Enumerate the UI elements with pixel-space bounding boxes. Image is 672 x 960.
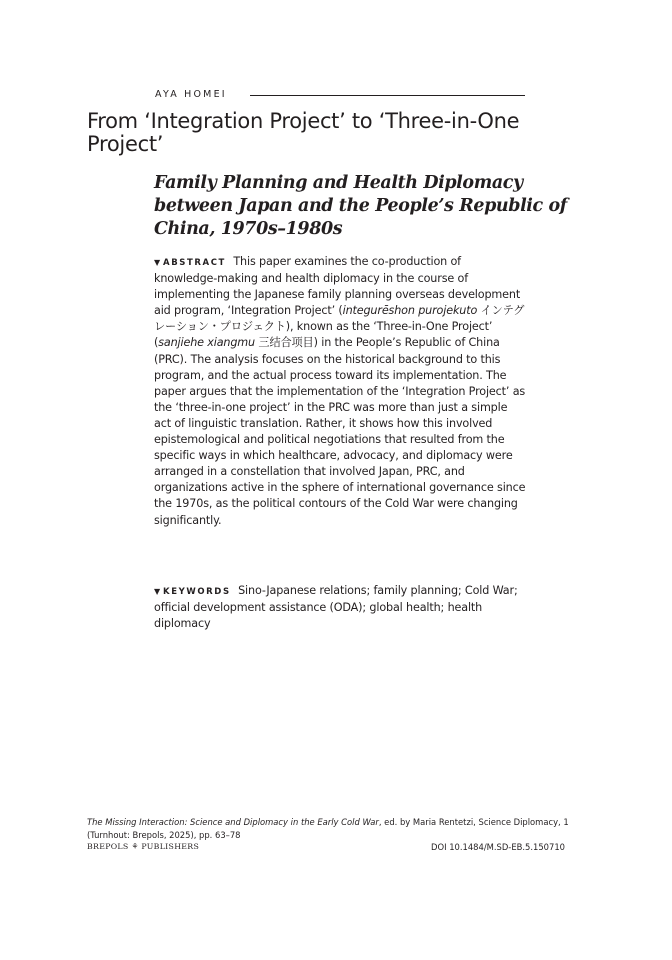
abstract-block: [154, 254, 526, 529]
citation-footer: [87, 816, 587, 841]
article-title: From ‘Integration Project’ to ‘Three-in-One Project’: [87, 109, 520, 156]
book-title: The Missing Interaction: Science and Diplomacy in the Early Cold War: [87, 817, 379, 827]
doi: DOI 10.1484/M.SD-EB.5.150710: [431, 842, 565, 852]
author-rule: [250, 95, 525, 96]
abstract-text-3: ) in the People’s Republic of China (PRC). The analysis focuses on the historical background to this program, and the actual process toward its implementation. The paper argues that the implementation of the ‘Integration Project’ as the ‘three-in-one project’ in the PRC was more than just a simple act of linguistic translation. Rather, it shows how this involved epistemological and political negotiations that resulted from the specific ways in which healthcare, advocacy, and diplomacy were arranged in a constellation that involved Japan, PRC, and organizations active in the sphere of international governance since the 1970s, as the political contours of the Cold War were changing significantly.: [154, 336, 526, 527]
abstract-japanese: インテグレーション・プロジェクト: [154, 304, 525, 334]
abstract-italic-2: sanjiehe xiangmu: [158, 336, 255, 350]
running-author: AYA HOMEI: [155, 89, 227, 100]
abstract-text-2: ), known as the ‘Three-in-One Project’ (: [154, 320, 493, 350]
keywords-block: [154, 583, 526, 632]
publisher-footer: [87, 841, 565, 854]
triangle-down-icon: ▼: [154, 587, 161, 596]
citation-details: , ed. by Maria Rentetzi, Science Diplomacy, 1 (Turnhout: Brepols, 2025), pp. 63–78: [87, 817, 569, 840]
keywords-label: KEYWORDS: [163, 587, 231, 597]
publisher-logo: BREPOLS ⚘ PUBLISHERS: [87, 842, 200, 851]
article-subtitle: Family Planning and Health Diplomacy between Japan and the People’s Republic of China, 1970s–1980s: [154, 173, 567, 239]
triangle-down-icon: ▼: [154, 258, 161, 267]
abstract-chinese: 三结合项目: [255, 336, 314, 350]
abstract-italic-1: integurēshon purojekuto: [342, 304, 478, 318]
abstract-text-1: This paper examines the co-production of knowledge-making and health diplomacy in the course of implementing the Japanese family planning overseas development aid program, ‘Integration Project’ (: [154, 255, 521, 318]
abstract-label: ABSTRACT: [163, 258, 226, 268]
keywords-text: Sino-Japanese relations; family planning; Cold War; official development assistance (ODA); global health; health diplomacy: [154, 584, 518, 631]
